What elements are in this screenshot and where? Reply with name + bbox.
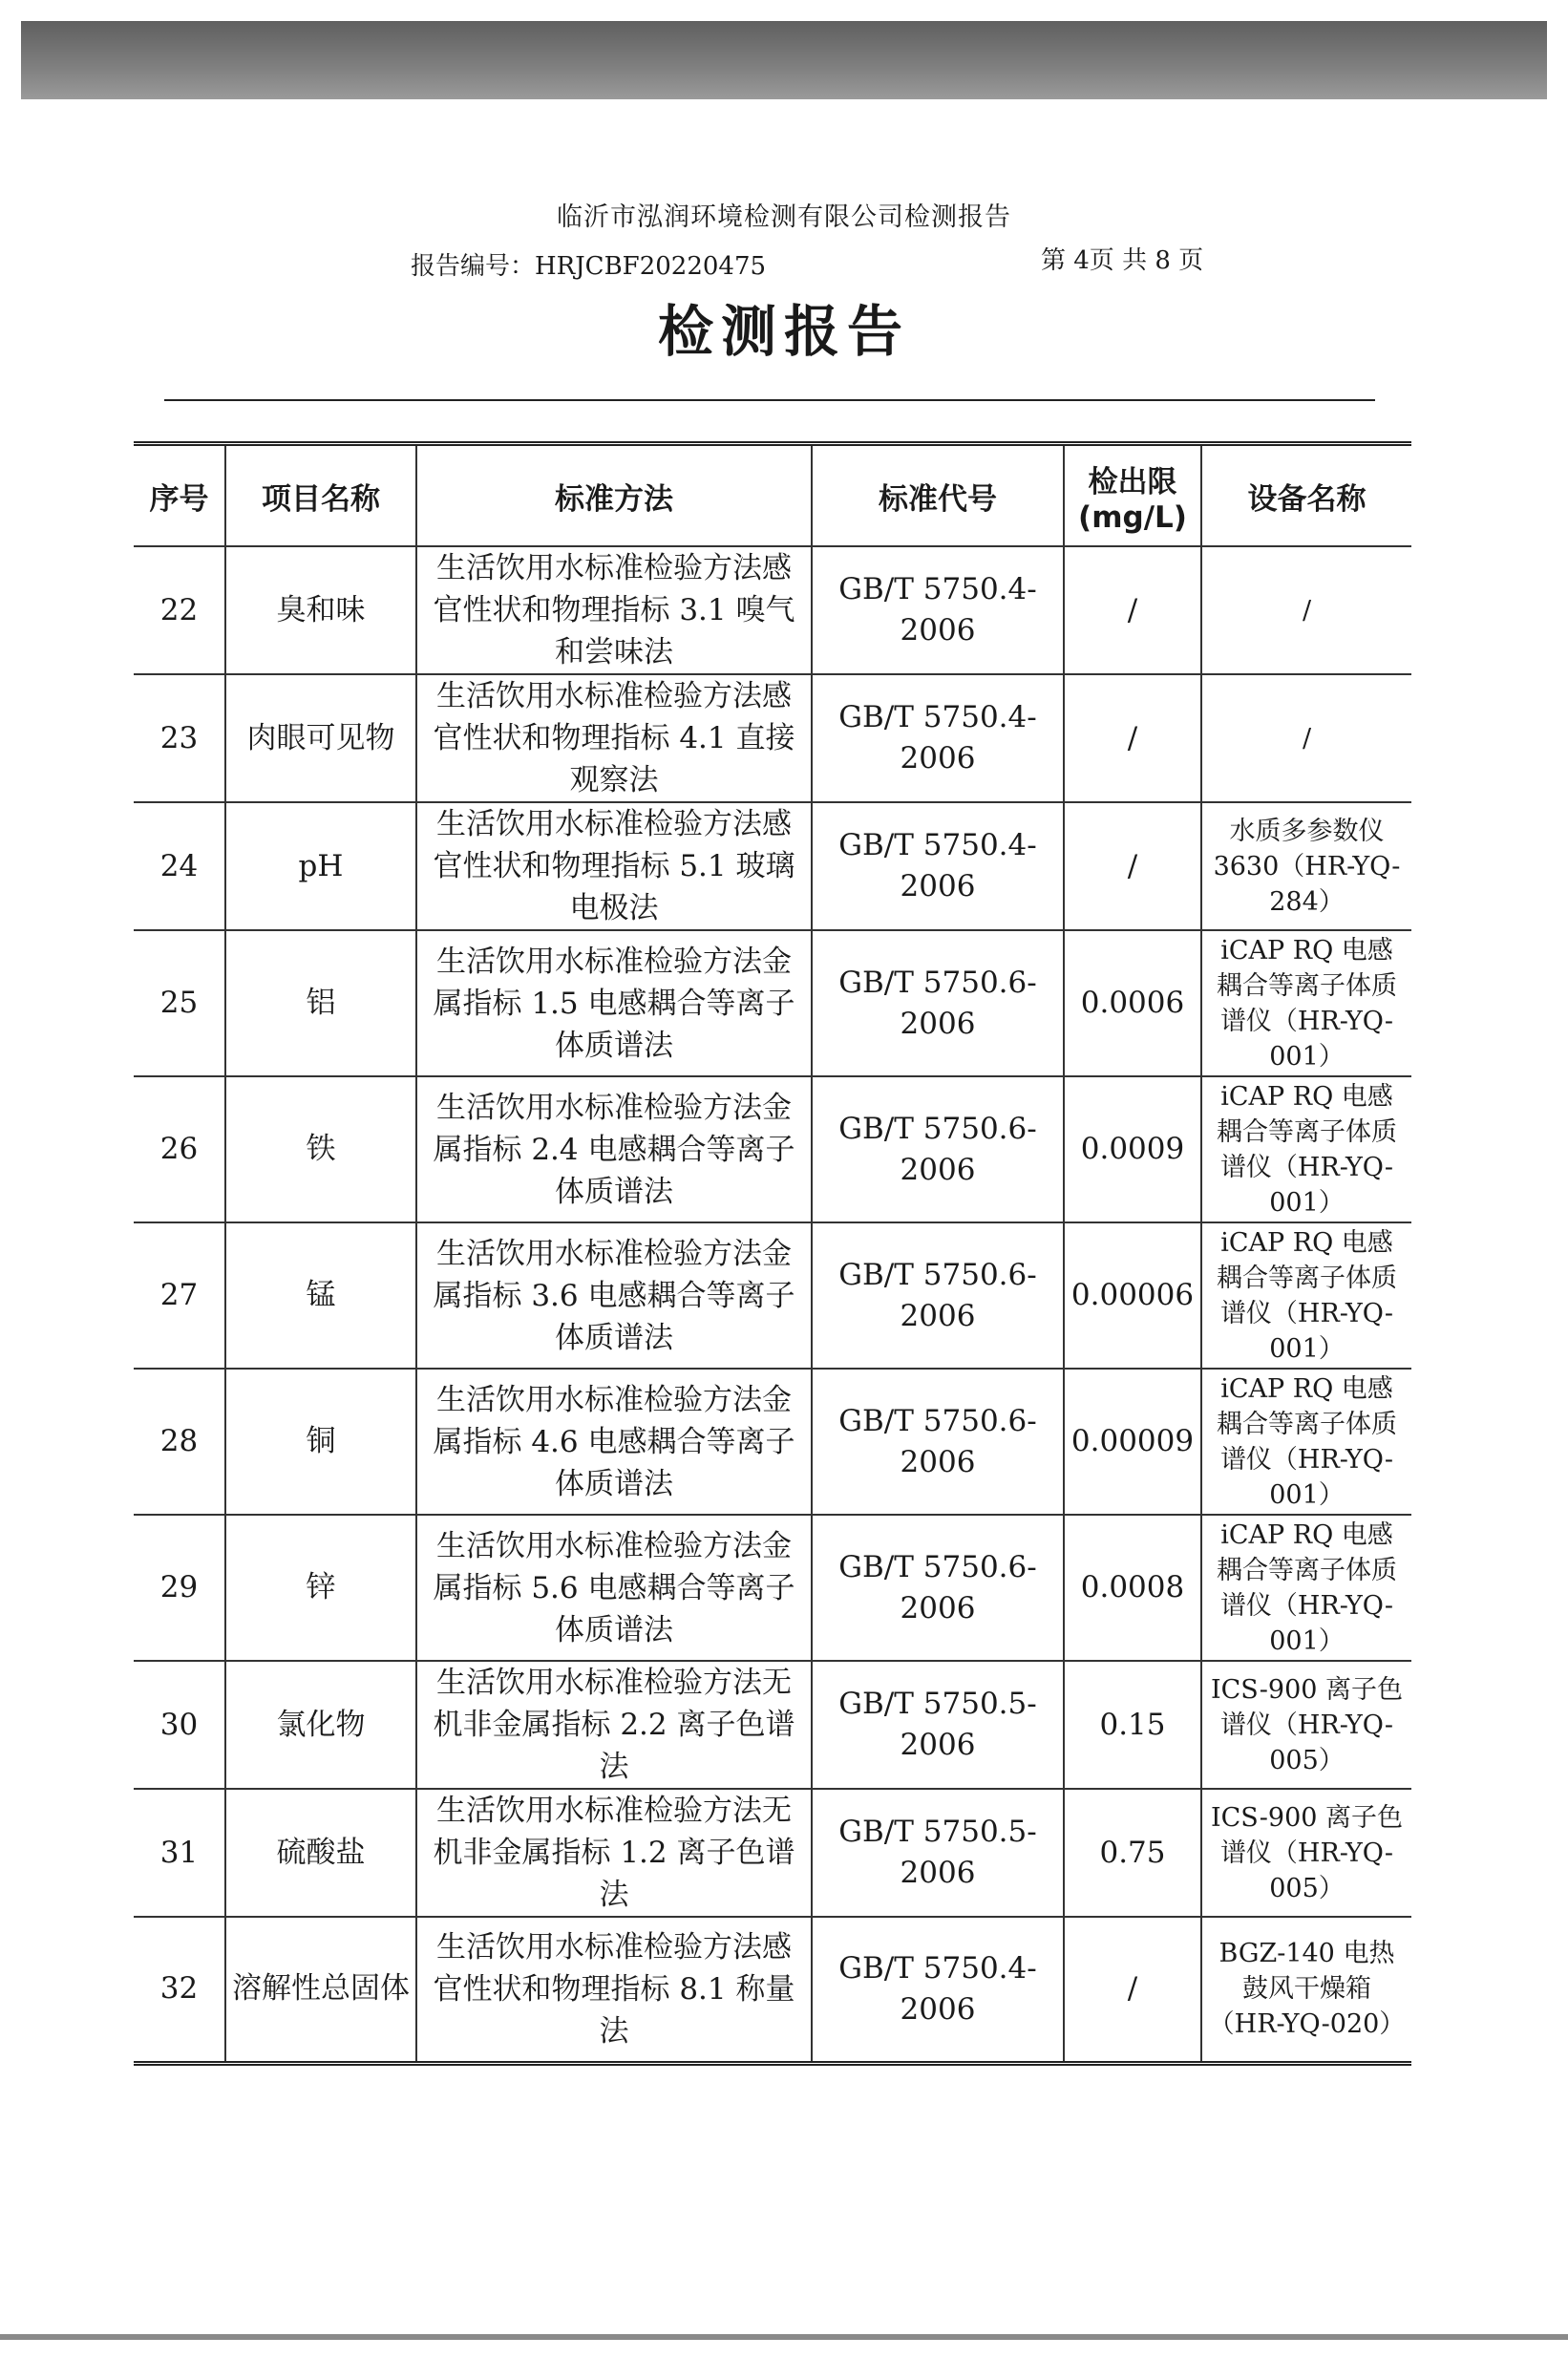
cell-code: GB/T 5750.5-2006 [812, 1789, 1064, 1917]
cell-code: GB/T 5750.6-2006 [812, 1076, 1064, 1222]
cell-method: 生活饮用水标准检验方法金属指标 2.4 电感耦合等离子体质谱法 [416, 1076, 812, 1222]
cell-no: 28 [134, 1369, 225, 1515]
cell-equipment: 水质多参数仪3630（HR-YQ-284） [1201, 802, 1411, 930]
cell-equipment: iCAP RQ 电感耦合等离子体质谱仪（HR-YQ-001） [1201, 1076, 1411, 1222]
page-title: 检测报告 [657, 299, 910, 364]
table-row [134, 802, 1411, 930]
cell-item: 硫酸盐 [225, 1789, 416, 1917]
cell-equipment: iCAP RQ 电感耦合等离子体质谱仪（HR-YQ-001） [1201, 1369, 1411, 1515]
column-header-method: 标准方法 [416, 444, 812, 547]
cell-method: 生活饮用水标准检验方法金属指标 5.6 电感耦合等离子体质谱法 [416, 1515, 812, 1661]
table-row [134, 1369, 1411, 1515]
cell-no: 30 [134, 1661, 225, 1789]
cell-method: 生活饮用水标准检验方法金属指标 4.6 电感耦合等离子体质谱法 [416, 1369, 812, 1515]
table-header-row [134, 444, 1411, 547]
cell-item: 锰 [225, 1222, 416, 1369]
cell-item: pH [225, 802, 416, 930]
cell-equipment: ICS-900 离子色谱仪（HR-YQ-005） [1201, 1661, 1411, 1789]
table-row [134, 1515, 1411, 1661]
cell-item: 臭和味 [225, 546, 416, 674]
cell-item: 氯化物 [225, 1661, 416, 1789]
cell-method: 生活饮用水标准检验方法感官性状和物理指标 5.1 玻璃电极法 [416, 802, 812, 930]
cell-code: GB/T 5750.4-2006 [812, 674, 1064, 802]
cell-no: 27 [134, 1222, 225, 1369]
scan-edge-bottom [0, 2334, 1568, 2340]
table-row [134, 546, 1411, 674]
cell-item: 锌 [225, 1515, 416, 1661]
cell-equipment: iCAP RQ 电感耦合等离子体质谱仪（HR-YQ-001） [1201, 930, 1411, 1076]
cell-code: GB/T 5750.4-2006 [812, 546, 1064, 674]
cell-equipment: BGZ-140 电热鼓风干燥箱（HR-YQ-020） [1201, 1917, 1411, 2063]
column-header-limit: 检出限(mg/L) [1064, 444, 1201, 547]
cell-code: GB/T 5750.6-2006 [812, 1369, 1064, 1515]
cell-method: 生活饮用水标准检验方法感官性状和物理指标 3.1 嗅气和尝味法 [416, 546, 812, 674]
cell-equipment: iCAP RQ 电感耦合等离子体质谱仪（HR-YQ-001） [1201, 1222, 1411, 1369]
cell-item: 铜 [225, 1369, 416, 1515]
cell-code: GB/T 5750.6-2006 [812, 1222, 1064, 1369]
table-row [134, 1789, 1411, 1917]
cell-method: 生活饮用水标准检验方法感官性状和物理指标 8.1 称量法 [416, 1917, 812, 2063]
cell-item: 溶解性总固体 [225, 1917, 416, 2063]
cell-code: GB/T 5750.4-2006 [812, 802, 1064, 930]
cell-no: 26 [134, 1076, 225, 1222]
title-divider [164, 399, 1375, 401]
cell-limit: 0.0008 [1064, 1515, 1201, 1661]
cell-code: GB/T 5750.6-2006 [812, 930, 1064, 1076]
column-header-no: 序号 [134, 444, 225, 547]
table-row [134, 930, 1411, 1076]
cell-code: GB/T 5750.4-2006 [812, 1917, 1064, 2063]
cell-limit: / [1064, 546, 1201, 674]
cell-limit: / [1064, 802, 1201, 930]
cell-no: 22 [134, 546, 225, 674]
cell-method: 生活饮用水标准检验方法无机非金属指标 2.2 离子色谱法 [416, 1661, 812, 1789]
cell-method: 生活饮用水标准检验方法金属指标 1.5 电感耦合等离子体质谱法 [416, 930, 812, 1076]
column-header-item: 项目名称 [225, 444, 416, 547]
column-header-equipment: 设备名称 [1201, 444, 1411, 547]
test-methods-table [134, 441, 1411, 2066]
cell-item: 肉眼可见物 [225, 674, 416, 802]
report-number: 报告编号：HRJCBF20220475 [411, 252, 767, 281]
cell-equipment: / [1201, 674, 1411, 802]
table-row [134, 674, 1411, 802]
cell-method: 生活饮用水标准检验方法感官性状和物理指标 4.1 直接观察法 [416, 674, 812, 802]
cell-limit: / [1064, 674, 1201, 802]
cell-equipment: ICS-900 离子色谱仪（HR-YQ-005） [1201, 1789, 1411, 1917]
table-row [134, 1222, 1411, 1369]
cell-no: 31 [134, 1789, 225, 1917]
cell-limit: 0.15 [1064, 1661, 1201, 1789]
cell-limit: 0.00009 [1064, 1369, 1201, 1515]
cell-item: 铁 [225, 1076, 416, 1222]
cell-limit: 0.00006 [1064, 1222, 1201, 1369]
cell-code: GB/T 5750.5-2006 [812, 1661, 1064, 1789]
scan-edge-top [21, 21, 1547, 99]
cell-limit: 0.75 [1064, 1789, 1201, 1917]
cell-limit: / [1064, 1917, 1201, 2063]
company-header: 临沂市泓润环境检测有限公司检测报告 [557, 202, 1011, 232]
cell-method: 生活饮用水标准检验方法无机非金属指标 1.2 离子色谱法 [416, 1789, 812, 1917]
cell-method: 生活饮用水标准检验方法金属指标 3.6 电感耦合等离子体质谱法 [416, 1222, 812, 1369]
cell-no: 24 [134, 802, 225, 930]
table-row [134, 1076, 1411, 1222]
table-row [134, 1917, 1411, 2063]
cell-no: 32 [134, 1917, 225, 2063]
cell-limit: 0.0009 [1064, 1076, 1201, 1222]
column-header-code: 标准代号 [812, 444, 1064, 547]
cell-equipment: iCAP RQ 电感耦合等离子体质谱仪（HR-YQ-001） [1201, 1515, 1411, 1661]
page-number: 第 4页 共 8 页 [1041, 246, 1204, 275]
cell-no: 29 [134, 1515, 225, 1661]
cell-code: GB/T 5750.6-2006 [812, 1515, 1064, 1661]
cell-item: 铝 [225, 930, 416, 1076]
cell-equipment: / [1201, 546, 1411, 674]
cell-no: 25 [134, 930, 225, 1076]
table-row [134, 1661, 1411, 1789]
cell-no: 23 [134, 674, 225, 802]
cell-limit: 0.0006 [1064, 930, 1201, 1076]
